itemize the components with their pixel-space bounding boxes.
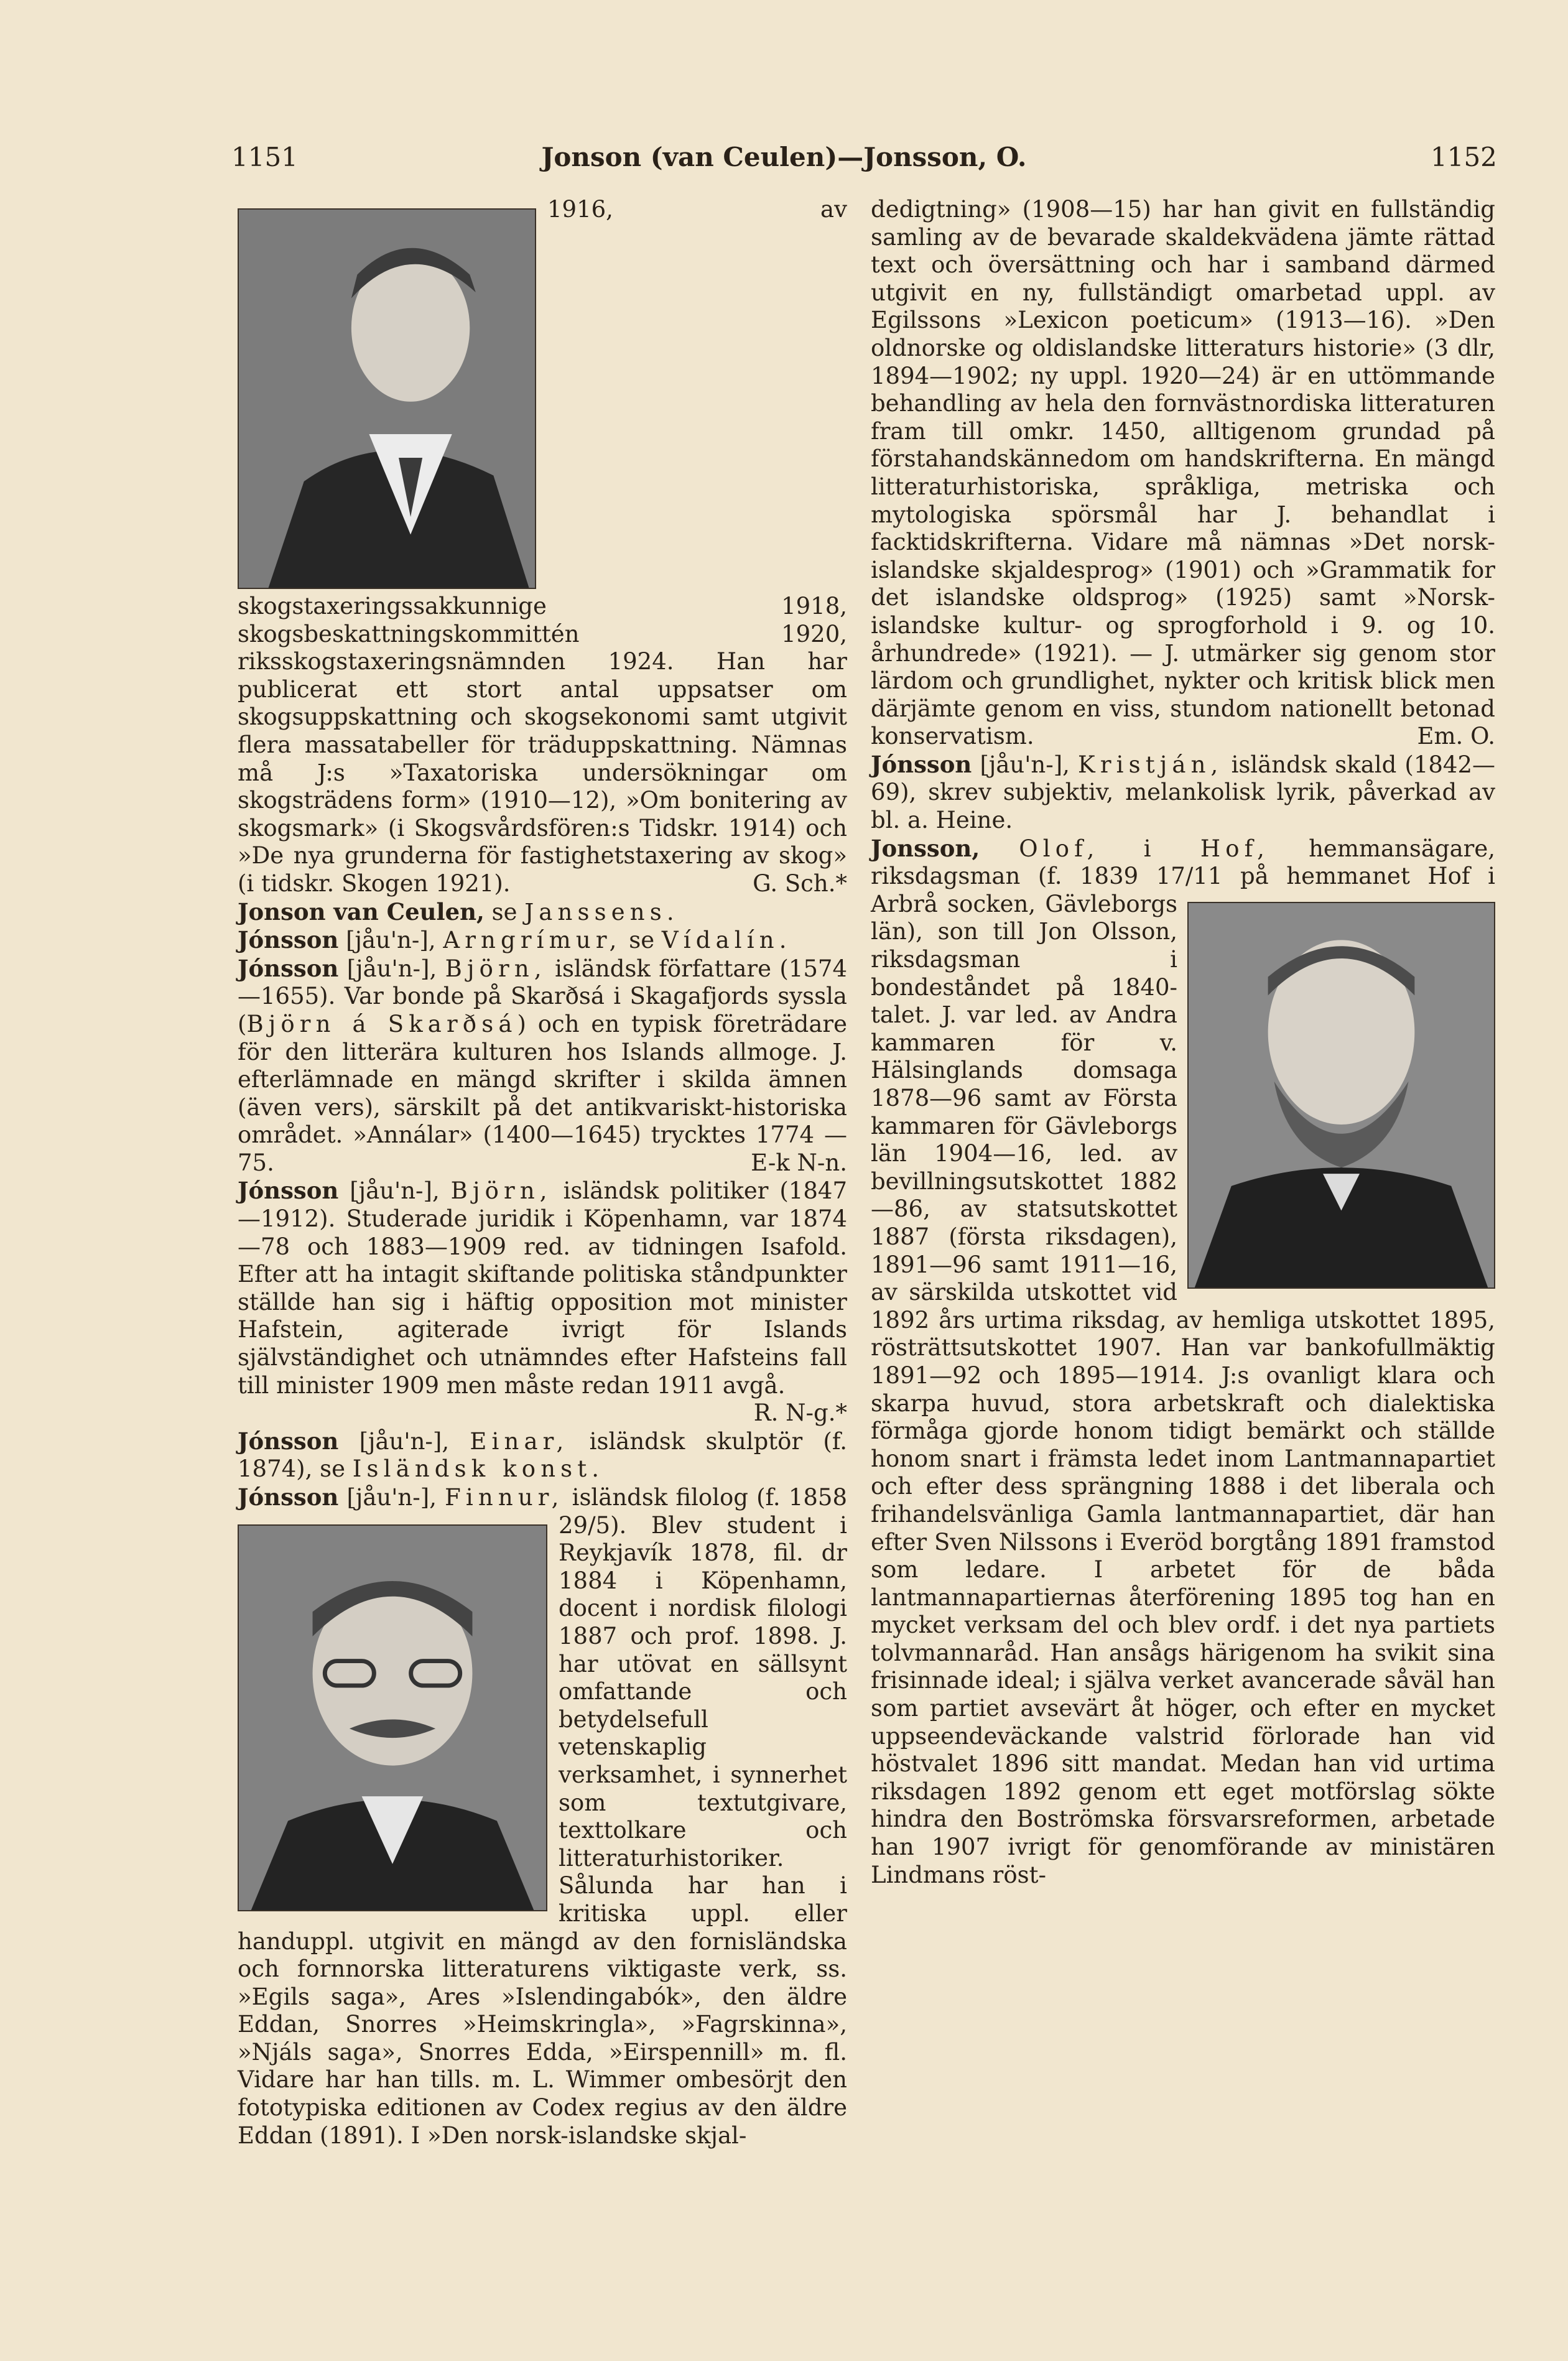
continuation-text: 1916, av skogstaxeringssakkunnige 1918, skogsbeskattningskommittén 1920, riksskogstaxeringsnämnden 1924. Han har publicerat ett stort antal uppsatser om skogsuppskattning och skogsekonomi samt utgivit flera massatabeller för träduppskattning. Nämnas må J:s »Taxatoriska undersökningar om skogsträdens form» (1910—12), »Om bonitering av skogsmark» (i Skogsvårdsfören:s Tidskr. 1914) och »De nya grunderna för fastighetstaxering av skog» (i tidskr. Skogen 1921). [238,196,847,897]
entry-headword: Jonsson, [871,834,980,862]
entry-given-name: Björn, [445,955,547,982]
pronunciation: [jåu'n-], [350,1177,440,1205]
entry-headword: Jonson van Ceulen, [238,898,485,925]
cross-reference: Isländsk konst. [352,1455,605,1483]
entry-jonsson-einar: Jónsson [jåu'n-], Einar, isländsk skulptör (f. 1874), se Isländsk konst. [238,1427,847,1483]
cross-reference: Janssens. [524,898,679,925]
left-column [238,196,847,2150]
pronunciation: [jåu'n-], [980,751,1070,778]
portrait-photo-right [1187,902,1495,1289]
entry-given-name: Einar, [470,1427,569,1455]
entry-jonsson-arngrimur: Jónsson [jåu'n-], Arngrímur, se Vídalín. [238,926,792,954]
entry-headword: Jónsson [238,1177,339,1205]
entry-finnur-continuation: dedigtning» (1908—15) har han givit en fullständig samling av de bevarade skaldekvädena jämte rättad text och översättning och har i samband därmed utgivit en ny, fullständigt omarbetad uppl. av Egilssons »Lexicon poeticum» (1913—16). »Den oldnorske og oldislandske litteraturs historie» (3 dlr, 1894—1902; ny uppl. 1920—24) är en uttömmande behandling av hela den fornvästnordiska litteraturen fram till omkr. 1450, alltigenom grundad på förstahandskännedom om handskrifterna. En mängd litteraturhistoriska, språkliga, metriska och mytologiska spörsmål har J. behandlat i facktidskrifterna. Vidare må nämnas »Det norsk-islandske skjaldesprog» (1901) och »Grammatik for det islandske oldsprog» (1925) samt »Norsk-islandske kultur- og sprogforhold i 9. og 10. århundrede» (1921). — J. utmärker sig genom stor lärdom och grundlighet, nykter och kritisk blick men därjämte genom en viss, stundom nationellt betonad konservatism. Em. O. [871,196,1495,750]
entry-jonson-van-ceulen: Jonson van Ceulen, se Janssens. [238,898,679,925]
entry-headword: Jónsson [871,750,972,778]
entry-jonsson-olof: Jonsson, Olof, i Hof, hemmansägare, riksdagsman (f. 1839 17/11 på hemmanet Hof i Arbrå socken, Gävleborgs län), son till Jon Olsson, riksdagsman i bondeståndet på 1840-talet. J. var led. av Andra kammaren för v. Hälsinglands domsaga 1878—96 samt av Första kammaren för Gävleborgs län 1904—16, led. av bevillningsutskottet 1882—86, av statsutskottet 1887 (första riksdagen), 1891—96 samt 1911—16, av särskilda utskottet vid 1892 års urtima riksdag, av hemliga utskottet 1895, rösträttsutskottet 1907. Han var bankofullmäktig 1891—92 och 1895—1914. J:s ovanligt klara och skarpa huvud, stora arbetskraft och dialektiska förmåga gjorde honom tidigt bemärkt och ställde honom snart i främsta ledet inom Lantmannapartiet och efter dess sprängning 1888 i det liberala och frihandelsvänliga Gamla lantmannapartiet, där han efter Sven Nilssons i Everöd borgtång 1891 framstod som ledare. I arbetet för de båda lantmannapartiernas återförening 1895 tog han en mycket verksam del och blev ordf. i det nya partiets tolvmannaråd. Han ansågs härigenom ha svikit sina frisinnade ideal; i själva verket avancerade såväl han som partiet avsevärt åt höger, och efter en mycket uppseendeväckande valstrid förlorade han vid höstvalet 1896 sitt mandat. Medan han vid urtima riksdagen 1892 genom ett eget motförslag sökte hindra den Boströmska försvarsreformen, arbetade han 1907 ivrigt för genomförande av ministären Lindmans röst- [871,834,1496,1888]
cross-reference: Vídalín. [661,927,792,954]
entry-given-name: Kristján, [1078,751,1223,778]
birth-date: 17/11 [1156,863,1223,890]
entry-given-name: Arngrímur, [443,927,622,954]
author-signature: Em. O. [1417,723,1495,750]
entry-headword: Jónsson [238,954,339,982]
right-column [871,196,1495,1889]
portrait-photo-middle-left [238,1524,547,1911]
entry-headword: Jónsson [238,1427,339,1455]
entry-given-name: Finnur, [445,1484,564,1511]
entry-given-name: Björn, [450,1177,552,1205]
running-title: Jonson (van Ceulen)—Jonsson, O. [541,142,1027,172]
page-number-left: 1151 [231,142,298,172]
alias-name: Björn á Skarðsá [246,1010,517,1037]
entry-given-name: Olof, i Hof, [1019,835,1270,862]
author-signature: R. N-g.* [753,1399,847,1427]
birth-date: 29/5 [559,1511,611,1539]
pronunciation: [jåu'n-], [346,955,437,982]
entry-headword: Jónsson [238,926,339,954]
pronunciation: [jåu'n-], [346,1484,437,1511]
portrait-photo-top-left [238,208,536,589]
entry-jonsson-kristjan: Jónsson [jåu'n-], Kristján, isländsk skald (1842—69), skrev subjektiv, melankolisk lyrik, påverkad av bl. a. Heine. [871,750,1495,834]
pronunciation: [jåu'n-], [359,1427,450,1455]
author-signature: E-k N-n. [751,1149,847,1176]
entry-jonsson-bjorn-author: Jónsson [jåu'n-], Björn, isländsk författare (1574—1655). Var bonde på Skarðsá i Skagafjords syssla (Björn á Skarðsá) och en typisk företrädare för den litterära kulturen hos Islands allmoge. J. efterlämnade en mängd skrifter i skilda ämnen (även vers), särskilt på det antikvariskt-historiska området. »Annálar» (1400—1645) trycktes 1774 —75. E-k N-n. [238,954,848,1176]
entry-jonsson-bjorn-politician: Jónsson [jåu'n-], Björn, isländsk politiker (1847—1912). Studerade juridik i Köpenhamn, var 1874—78 och 1883—1909 red. av tidningen Isafold. Efter att ha intagit skiftande politiska ståndpunkter ställde han sig i häftig opposition mot minister Hafstein, agiterade ivrigt för Islands självständighet och utnämndes efter Hafsteins fall till minister 1909 men måste redan 1911 avgå. R. N-g.* [238,1177,847,1427]
pronunciation: [jåu'n-], [346,927,436,954]
entry-headword: Jónsson [238,1483,339,1511]
page-number-right: 1152 [1431,142,1497,172]
author-signature: G. Sch.* [753,870,847,897]
entry-jonsson-finnur: Jónsson [jåu'n-], Finnur, isländsk filolog (f. 1858 29/5 ). Blev student i Reykjavík 1878, fil. dr 1884 i Köpenhamn, docent i nordisk filologi 1887 och prof. 1898. J. har utövat en sällsynt omfattande och betydelsefull vetenskaplig verksamhet, i synnerhet som textutgivare, texttolkare och litteraturhistoriker. Sålunda har han i kritiska uppl. eller handuppl. utgivit en mängd av den fornisländska och fornnorska litteraturens viktigaste verk, ss. »Egils saga», Ares »Islendingabók», den äldre Eddan, Snorres »Heimskringla», »Fagrskinna», »Njáls saga», Snorres Edda, »Eirspennill» m. fl. Vidare har han tills. m. L. Wimmer ombesörjt den fototypiska editionen av Codex regius av den äldre Eddan (1891). I »Den norsk-islandske skjal- [238,1483,847,2149]
